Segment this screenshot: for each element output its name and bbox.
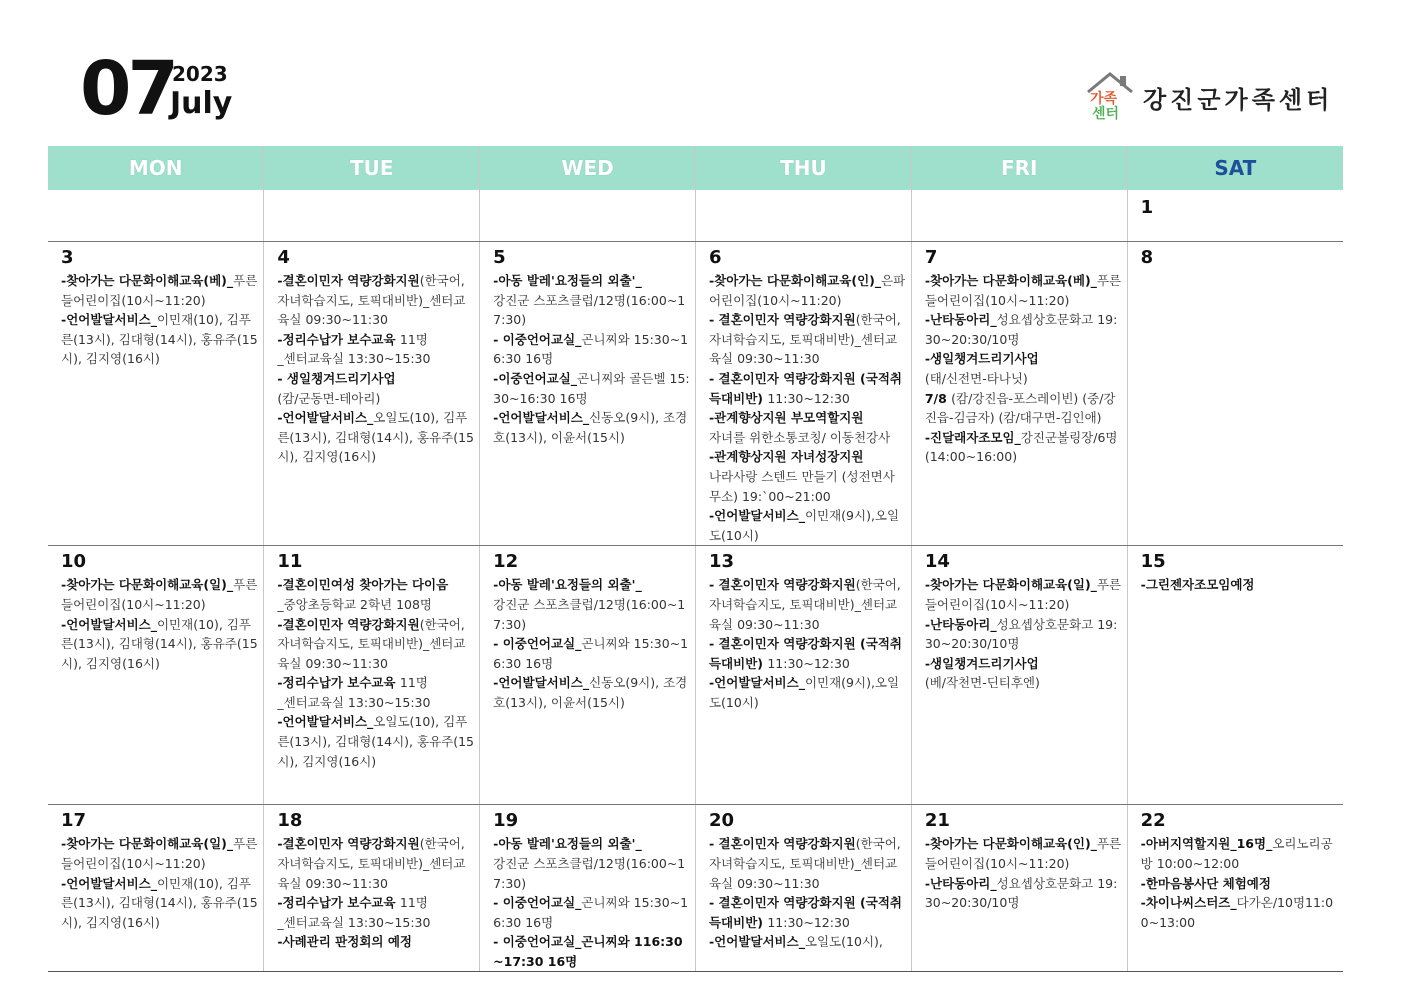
- day-number: 15: [1140, 551, 1166, 573]
- event-detail: 신동오(9시), 조경호(13시), 이윤서(15시): [493, 410, 688, 445]
- event-item: [709, 634, 907, 673]
- week-row: [48, 546, 1343, 805]
- event-detail: 성요셉상호문화고 19:30~20:30/10명: [924, 312, 1118, 347]
- event-title: - 이중언어교실_: [493, 895, 582, 911]
- event-item: [925, 389, 1123, 428]
- event-detail: 푸른들어린이집(10시~11:20): [61, 836, 258, 871]
- event-detail: 푸른들어린이집(10시~11:20): [924, 273, 1122, 308]
- event-title: - 결혼이민자 역량강화지원 (국적취득대비반): [708, 636, 902, 671]
- event-title: -찾아가는 다문화이해교육(일)_: [924, 577, 1097, 593]
- event-title: -그린젠자조모임예정: [1140, 577, 1255, 593]
- event-title: -결혼이민자 역량강화지원: [277, 273, 420, 288]
- event-item: [493, 834, 691, 854]
- event-title: -언어발달서비스_: [61, 312, 157, 328]
- day-number: 11: [277, 551, 303, 573]
- day-cell: [1127, 805, 1343, 972]
- center-name: 강진군가족센터: [1143, 86, 1334, 114]
- event-detail: 강진군볼링장/6명(14:00~16:00): [924, 429, 1118, 465]
- event-detail: _센터교육실 13:30~15:30: [277, 694, 431, 710]
- event-title: -난타동아리_: [924, 312, 997, 328]
- day-number: 12: [493, 551, 519, 573]
- event-item: [493, 595, 691, 634]
- family-center-logo: [1080, 70, 1140, 120]
- event-detail: (한국어, 자녀학습지도, 토픽대비반)_센터교육실 09:30~11:30: [277, 836, 466, 891]
- day-number: 1: [1140, 197, 1154, 218]
- event-item: [709, 369, 907, 408]
- logo-text-bottom: 센터: [1092, 106, 1120, 120]
- event-detail: 오일도(10시),: [804, 934, 883, 950]
- event-title: -생일챙겨드리기사업: [924, 351, 1039, 367]
- event-title: -사례관리 판정회의 예정: [277, 934, 412, 950]
- event-item: [61, 575, 259, 614]
- event-item: [1141, 893, 1339, 932]
- week-row: [48, 190, 1343, 242]
- event-detail: 11명: [399, 331, 428, 347]
- event-detail: 강진군 스포츠클럽/12명(16:00~17:30): [493, 292, 686, 328]
- event-detail: 11:30~12:30: [767, 655, 850, 671]
- event-item: [1141, 575, 1339, 595]
- day-cell: [1127, 242, 1343, 546]
- event-item: [925, 575, 1123, 614]
- event-detail: 신동오(9시), 조경호(13시), 이윤서(15시): [493, 675, 688, 710]
- day-number: 17: [61, 810, 87, 832]
- event-item: [493, 408, 691, 447]
- day-number: 19: [493, 810, 519, 832]
- day-number: 20: [708, 810, 735, 832]
- day-cell: [48, 190, 264, 242]
- event-detail: (한국어, 자녀학습지도, 토픽대비반)_센터교육실 09:30~11:30: [277, 273, 466, 328]
- event-item: [925, 271, 1123, 310]
- week-row: [48, 805, 1343, 972]
- event-item: [709, 834, 907, 893]
- event-item: [277, 834, 475, 893]
- event-item: [925, 654, 1123, 674]
- event-title: -정리수납가 보수교육: [277, 675, 400, 691]
- event-item: [277, 673, 475, 693]
- day-cell: [480, 805, 696, 972]
- day-number: 21: [924, 810, 950, 832]
- event-detail: 오리노리공방 10:00~12:00: [1140, 836, 1333, 871]
- day-number: 3: [61, 247, 74, 268]
- event-detail: 다가온/10명11:00~13:00: [1140, 895, 1334, 930]
- day-cell: [264, 805, 480, 972]
- event-title: -한마음봉사단 체험예정: [1140, 875, 1271, 891]
- event-item: [277, 712, 475, 771]
- event-title: -찾아가는 다문화이해교육(인)_: [924, 836, 1097, 852]
- event-detail: 곤니찌와 15:30~16:30 16명: [493, 895, 689, 930]
- event-detail: 푸른들어린이집(10시~11:20): [61, 577, 258, 612]
- event-detail: 11:30~12:30: [767, 390, 850, 406]
- day-cell: [480, 242, 696, 546]
- event-item: [61, 615, 259, 674]
- event-detail: 푸른들어린이집(10시~11:20): [61, 273, 258, 308]
- event-title: -찾아가는 다문화이해교육(베)_: [61, 273, 234, 288]
- event-item: [709, 467, 907, 506]
- event-detail: 성요셉상호문화고 19:30~20:30/10명: [924, 875, 1118, 911]
- weekday-fri: FRI: [911, 146, 1127, 190]
- day-number: 14: [924, 551, 950, 573]
- event-item: [493, 634, 691, 673]
- event-item: [277, 932, 475, 952]
- event-title: -정리수납가 보수교육: [277, 331, 400, 347]
- event-item: [493, 575, 691, 595]
- event-title: -찾아가는 다문화이해교육(인)_: [708, 273, 882, 288]
- day-number: 7: [924, 247, 938, 268]
- event-item: [493, 854, 691, 893]
- event-detail: (태/신전면-타나닛): [924, 370, 1028, 386]
- weekday-thu: THU: [695, 146, 911, 190]
- event-detail: 11명: [399, 675, 428, 691]
- event-item: [493, 369, 691, 408]
- event-detail: 이민재(10), 김푸른(13시), 김대형(14시), 홍유주(15시), 김지영(16시): [61, 616, 258, 671]
- event-detail: _센터교육실 13:30~15:30: [277, 351, 431, 367]
- event-title: -이중언어교실_: [493, 370, 578, 386]
- event-title: -생일챙겨드리기사업: [924, 655, 1039, 671]
- day-cell: [264, 190, 480, 242]
- event-title: -정리수납가 보수교육: [277, 895, 400, 911]
- event-item: [61, 834, 259, 873]
- year-label: 2023: [172, 62, 228, 86]
- event-detail: _중앙초등학교 2학년 108명: [277, 596, 433, 612]
- event-detail: (캄/군동면-테아리): [277, 390, 381, 406]
- event-title: -언어발달서비스_: [493, 675, 590, 691]
- weekday-wed: WED: [480, 146, 696, 190]
- event-item: [493, 893, 691, 932]
- event-item: [277, 389, 475, 409]
- event-item: [277, 615, 475, 674]
- day-cell: [264, 546, 480, 805]
- event-title: - 이중언어교실_: [493, 331, 582, 347]
- event-item: [61, 310, 259, 369]
- event-detail: 은파어린이집(10시~11:20): [708, 273, 906, 308]
- event-item: [709, 506, 907, 545]
- event-detail: 곤니찌와 골든벨 15:30~16:30 16명: [493, 370, 690, 406]
- day-cell: [48, 805, 264, 972]
- month-number: 07: [80, 46, 175, 132]
- event-detail: 오일도(10), 김푸른(13시), 김대형(14시), 홍유주(15시), 김지영(16시): [277, 410, 474, 465]
- logo-text-top: 가족: [1090, 91, 1118, 107]
- event-item: [277, 575, 475, 595]
- event-item: [493, 271, 691, 291]
- event-title: -언어발달서비스_: [61, 875, 157, 891]
- day-cell: [695, 805, 911, 972]
- event-title: -아동 발레'요정들의 외출'_: [493, 836, 642, 852]
- event-item: [709, 408, 907, 428]
- event-detail: (한국어, 자녀학습지도, 토픽대비반)_센터교육실 09:30~11:30: [708, 577, 901, 632]
- event-title: -언어발달서비스_: [493, 410, 590, 426]
- event-title: -난타동아리_: [924, 875, 997, 891]
- event-item: [277, 595, 475, 615]
- event-title: -언어발달서비스_: [708, 508, 805, 524]
- event-detail: 11:30~12:30: [767, 914, 850, 930]
- event-title: -난타동아리_: [924, 616, 997, 632]
- day-cell: [48, 242, 264, 546]
- week-row: [48, 242, 1343, 546]
- event-detail: _센터교육실 13:30~15:30: [277, 914, 431, 930]
- event-item: [709, 428, 907, 448]
- event-detail: 성요셉상호문화고 19:30~20:30/10명: [924, 616, 1118, 652]
- day-number: 4: [277, 247, 290, 268]
- day-number: 13: [708, 551, 735, 573]
- event-title: -차이나씨스터즈_: [1140, 895, 1237, 911]
- event-item: [709, 673, 907, 712]
- day-number: 8: [1140, 247, 1154, 268]
- event-item: [493, 330, 691, 369]
- event-item: [493, 932, 691, 971]
- event-detail: 강진군 스포츠클럽/12명(16:00~17:30): [493, 855, 686, 891]
- event-item: [1141, 874, 1339, 894]
- event-detail: (베/작천면-딘티후엔): [924, 675, 1040, 691]
- event-title: - 결혼이민자 역량강화지원 (국적취득대비반): [708, 895, 902, 930]
- event-detail: 곤니찌와 15:30~16:30 16명: [493, 331, 689, 367]
- event-detail: 이민재(10), 김푸른(13시), 김대형(14시), 홍유주(15시), 김지영(16시): [61, 312, 258, 367]
- event-item: [277, 369, 475, 389]
- event-title: -아버지역할지원_16명_: [1140, 836, 1273, 852]
- event-title: - 생일챙겨드리기사업: [277, 370, 396, 386]
- day-number: 5: [493, 247, 506, 268]
- event-title: -아동 발레'요정들의 외출'_: [493, 273, 642, 288]
- event-item: [709, 310, 907, 369]
- event-detail: 이민재(9시),오일도(10시): [708, 675, 900, 710]
- event-item: [925, 349, 1123, 369]
- event-detail: (한국어, 자녀학습지도, 토픽대비반)_센터교육실 09:30~11:30: [277, 616, 466, 671]
- day-number: 6: [708, 247, 722, 268]
- event-title: - 결혼이민자 역량강화지원: [708, 577, 856, 593]
- event-item: [709, 932, 907, 952]
- event-item: [925, 310, 1123, 349]
- event-title: -관계향상지원 자녀성장지원: [708, 449, 864, 465]
- event-title: -결혼이민자 역량강화지원: [277, 616, 420, 632]
- day-cell: [48, 546, 264, 805]
- event-detail: 푸른들어린이집(10시~11:20): [924, 577, 1122, 612]
- event-detail: 이민재(9시),오일도(10시): [708, 508, 900, 543]
- event-title: -언어발달서비스_: [277, 410, 374, 426]
- day-number: 22: [1140, 810, 1166, 832]
- event-title: -언어발달서비스_: [708, 675, 805, 691]
- event-title: 7/8: [924, 390, 952, 406]
- event-title: -찾아가는 다문화이해교육(일)_: [61, 577, 234, 593]
- event-title: -결혼이민자 역량강화지원: [277, 836, 420, 852]
- event-title: -결혼이민여성 찾아가는 다이음: [277, 577, 449, 593]
- event-item: [493, 673, 691, 712]
- event-detail: 곤니찌와 15:30~16:30 16명: [493, 636, 689, 671]
- event-title: -찾아가는 다문화이해교육(일)_: [61, 836, 234, 852]
- event-item: [61, 874, 259, 933]
- event-title: - 결혼이민자 역량강화지원 (국적취득대비반): [708, 370, 902, 406]
- event-item: [277, 330, 475, 350]
- day-cell: [264, 242, 480, 546]
- event-item: [925, 834, 1123, 873]
- event-title: -진달래자조모임_: [924, 429, 1021, 445]
- event-item: [277, 693, 475, 713]
- day-cell: [695, 190, 911, 242]
- day-cell: [1127, 546, 1343, 805]
- weekday-mon: MON: [48, 146, 264, 190]
- event-detail: 자녀를 위한소통코칭/ 이동천강사: [708, 429, 891, 445]
- event-item: [277, 913, 475, 933]
- day-number: 18: [277, 810, 303, 832]
- event-title: -관계향상지원 부모역할지원: [708, 410, 864, 426]
- event-title: -언어발달서비스_: [708, 934, 805, 950]
- event-item: [493, 291, 691, 330]
- event-item: [277, 271, 475, 330]
- event-item: [709, 271, 907, 310]
- day-number: 10: [61, 551, 87, 573]
- month-name: July: [170, 86, 233, 121]
- day-cell: [911, 190, 1127, 242]
- event-item: [709, 575, 907, 634]
- event-item: [277, 408, 475, 467]
- day-cell: [695, 242, 911, 546]
- event-detail: 이민재(10), 김푸른(13시), 김대형(14시), 홍유주(15시), 김지영(16시): [61, 875, 258, 930]
- event-item: [61, 271, 259, 310]
- event-item: [925, 428, 1123, 467]
- event-detail: 나라사랑 스텐드 만들기 (성전면사무소) 19:`00~21:00: [708, 468, 895, 504]
- event-detail: (한국어, 자녀학습지도, 토픽대비반)_센터교육실 09:30~11:30: [708, 312, 901, 367]
- event-title: - 이중언어교실_: [493, 636, 582, 652]
- event-item: [1141, 834, 1339, 873]
- event-item: [277, 349, 475, 369]
- event-item: [925, 615, 1123, 654]
- event-item: [709, 893, 907, 932]
- day-cell: [911, 546, 1127, 805]
- event-detail: 푸른들어린이집(10시~11:20): [924, 836, 1122, 871]
- day-cell: [480, 190, 696, 242]
- event-detail: 11명: [399, 895, 428, 911]
- day-cell: [480, 546, 696, 805]
- weekday-tue: TUE: [264, 146, 480, 190]
- calendar-table: [48, 146, 1343, 972]
- day-cell: [1127, 190, 1343, 242]
- event-detail: (한국어, 자녀학습지도, 토픽대비반)_센터교육실 09:30~11:30: [708, 836, 901, 891]
- event-item: [925, 673, 1123, 693]
- event-detail: 오일도(10), 김푸른(13시), 김대형(14시), 홍유주(15시), 김지영(16시): [277, 714, 474, 769]
- event-title: -아동 발레'요정들의 외출'_: [493, 577, 642, 593]
- event-detail: (캄/강진읍-포스레이빈) (중/강진읍-김금자) (캄/대구면-김인애): [924, 390, 1116, 426]
- event-item: [925, 369, 1123, 389]
- event-title: -언어발달서비스_: [61, 616, 157, 632]
- day-cell: [695, 546, 911, 805]
- weekday-header-row: [48, 146, 1343, 190]
- event-title: -찾아가는 다문화이해교육(베)_: [924, 273, 1097, 288]
- event-title: - 이중언어교실_곤니찌와 116:30~17:30 16명: [493, 934, 683, 969]
- event-item: [709, 447, 907, 467]
- event-detail: 강진군 스포츠클럽/12명(16:00~17:30): [493, 596, 686, 632]
- event-title: - 결혼이민자 역량강화지원: [708, 836, 856, 852]
- event-item: [277, 893, 475, 913]
- event-title: -언어발달서비스_: [277, 714, 374, 730]
- day-cell: [911, 242, 1127, 546]
- event-title: - 결혼이민자 역량강화지원: [708, 312, 856, 328]
- weekday-sat: SAT: [1127, 146, 1343, 190]
- event-item: [925, 874, 1123, 913]
- day-cell: [911, 805, 1127, 972]
